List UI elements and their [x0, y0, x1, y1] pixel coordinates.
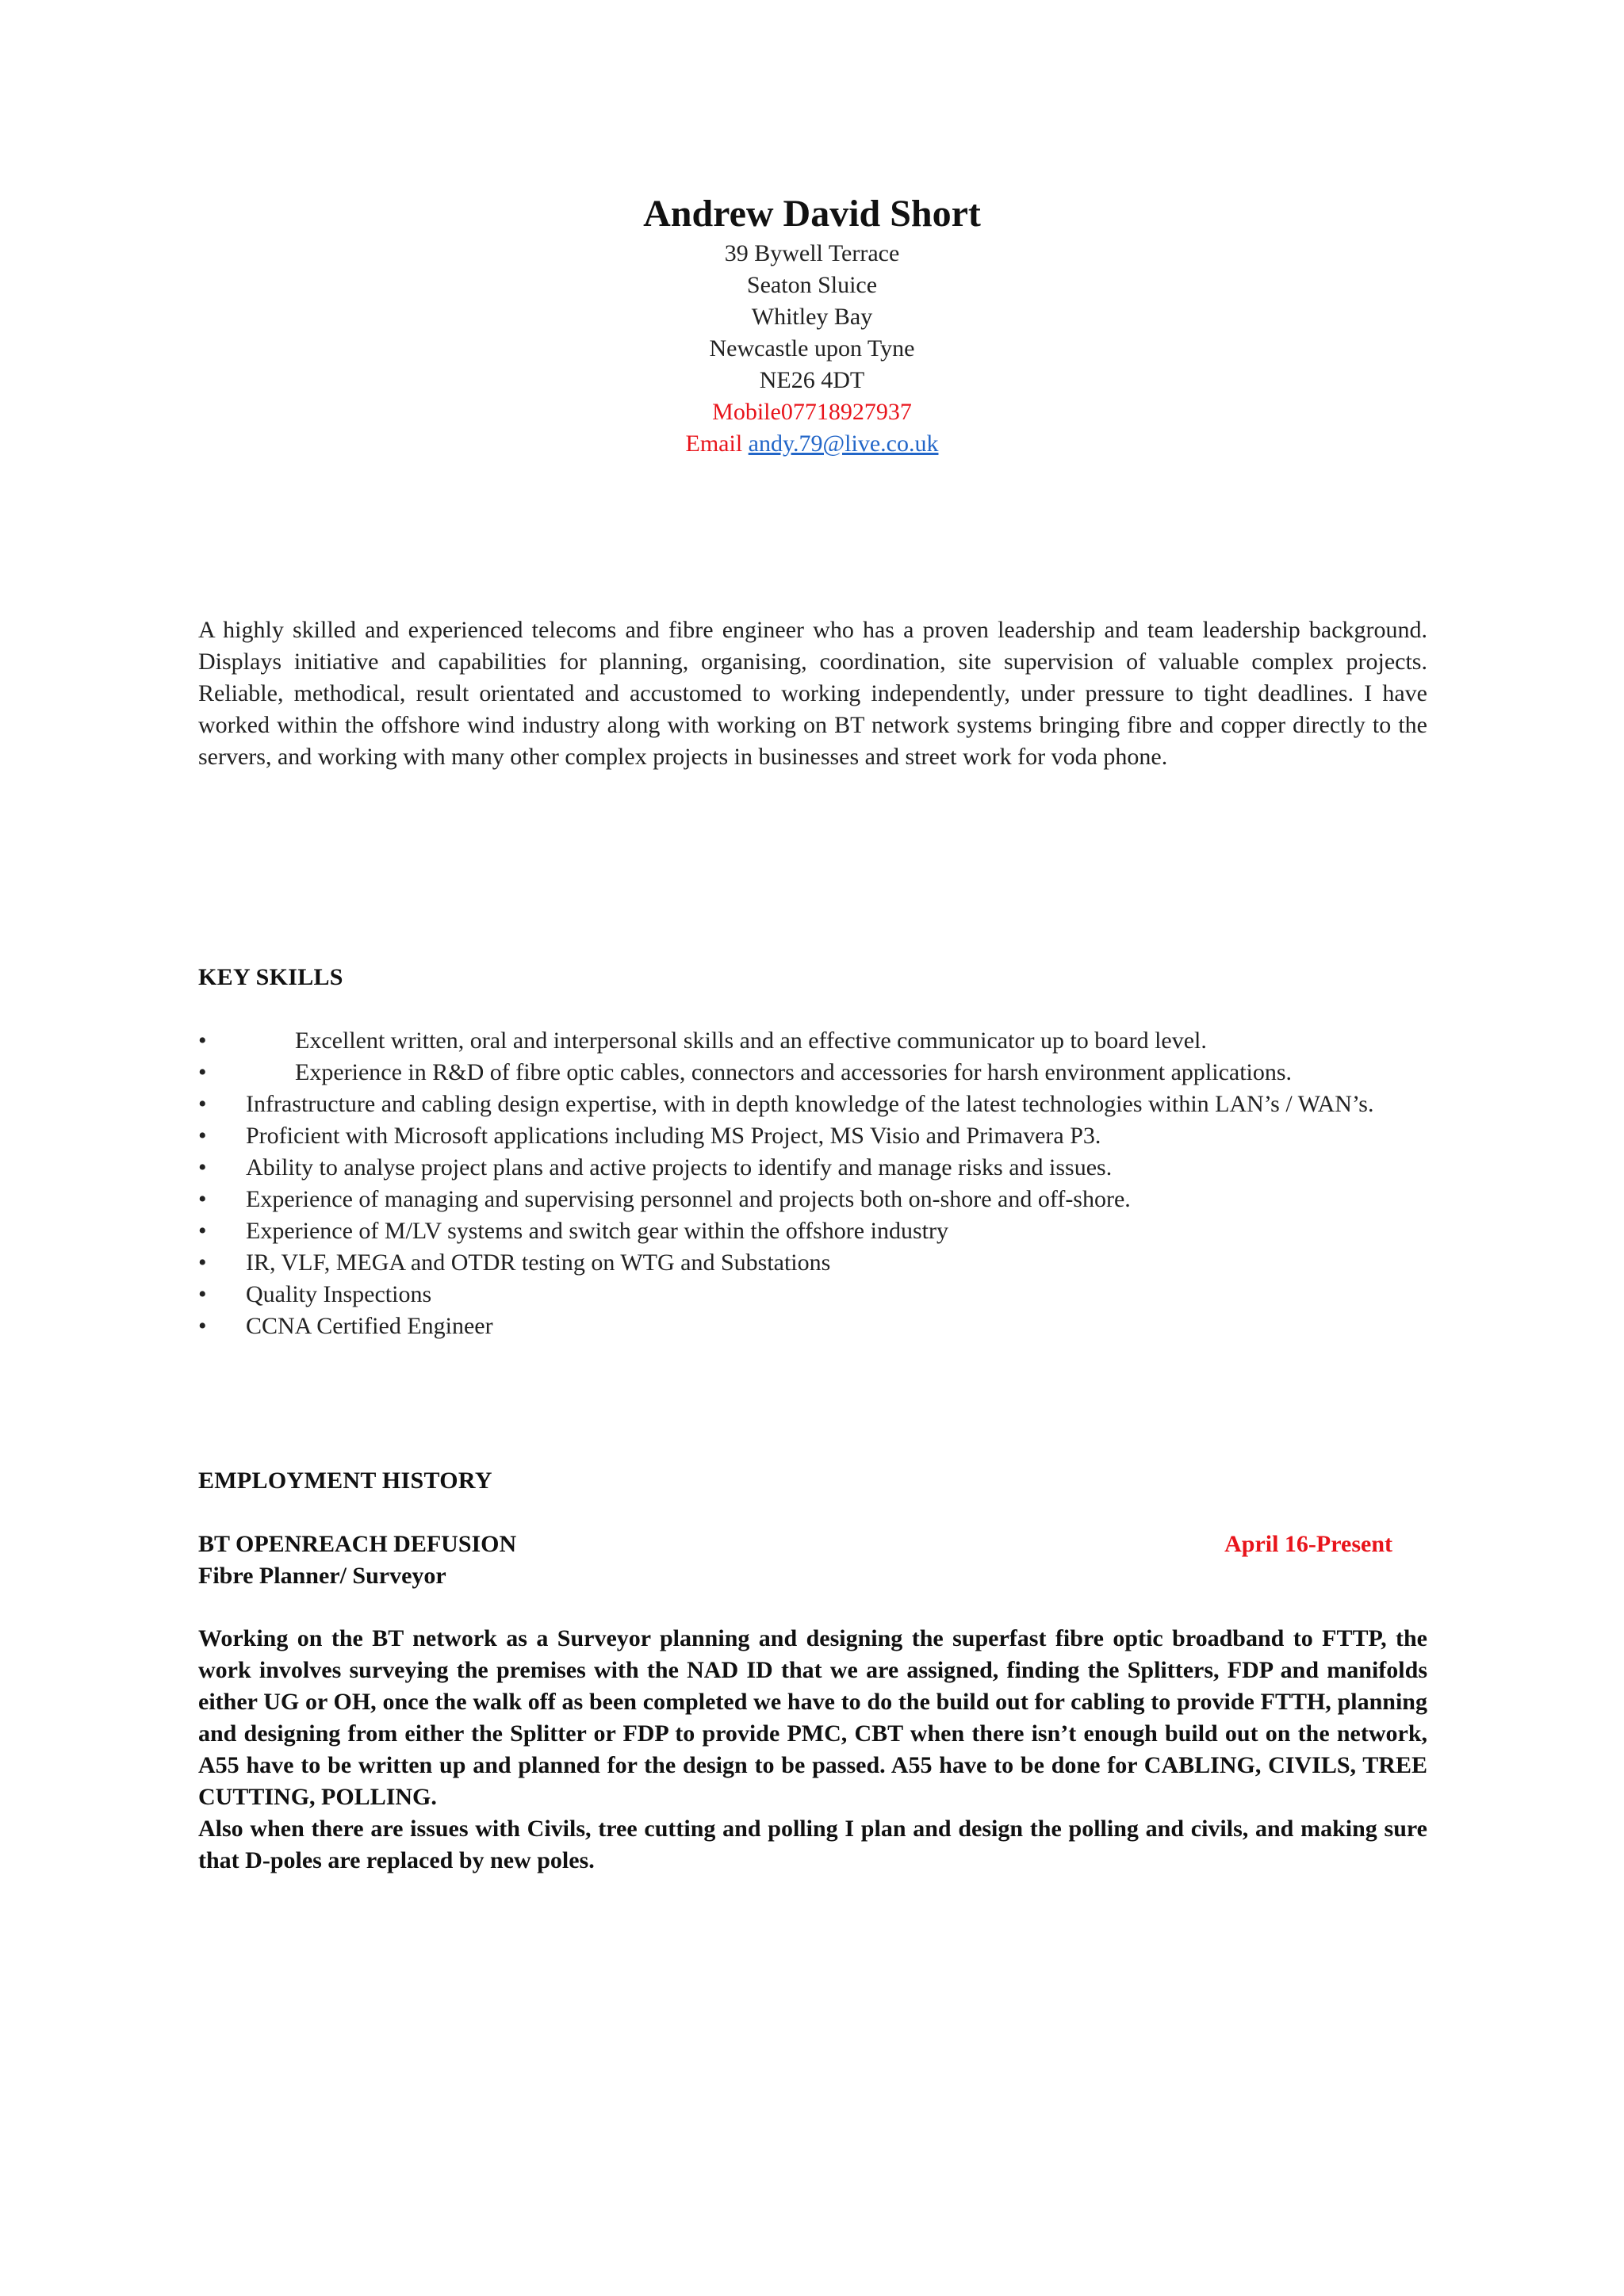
skill-item	[198, 1025, 1427, 1057]
bullet-marker: •	[198, 1091, 207, 1117]
skill-text: Ability to analyse project plans and active projects to identify and manage risks and issues.	[246, 1154, 1113, 1181]
job-role: Fibre Planner/ Surveyor	[198, 1563, 446, 1589]
cv-header	[0, 190, 1624, 460]
bullet-marker: •	[198, 1154, 207, 1181]
address-line-postcode: NE26 4DT	[759, 367, 865, 393]
skill-text: Experience in R&D of fibre optic cables, connectors and accessories for harsh environment applications.	[295, 1059, 1293, 1085]
skill-text: Experience of managing and supervising personnel and projects both on-shore and off-shore.	[246, 1186, 1131, 1212]
job-description-paragraph-2: Also when there are issues with Civils, tree cutting and polling I plan and design the polling and civils, and making sure that D-poles are replaced by new poles.	[198, 1816, 1427, 1873]
skill-item	[198, 1057, 1427, 1089]
bullet-marker: •	[198, 1249, 207, 1276]
skill-text: Excellent written, oral and interpersonal skills and an effective communicator up to board level.	[295, 1027, 1207, 1054]
bullet-marker: •	[198, 1059, 207, 1085]
bullet-marker: •	[198, 1281, 207, 1307]
bullet-marker: •	[198, 1123, 207, 1149]
address-line-street: 39 Bywell Terrace	[724, 240, 900, 266]
skill-item	[198, 1311, 1427, 1342]
bullet-marker: •	[198, 1186, 207, 1212]
key-skills-list	[198, 1025, 1427, 1342]
address-line-area: Seaton Sluice	[746, 272, 878, 298]
skill-item	[198, 1247, 1427, 1279]
skill-text: IR, VLF, MEGA and OTDR testing on WTG and Substations	[246, 1249, 831, 1276]
skill-item	[198, 1152, 1427, 1184]
bullet-marker: •	[198, 1218, 207, 1244]
skill-item	[198, 1120, 1427, 1152]
address-line-town: Whitley Bay	[751, 304, 873, 330]
skill-text: Infrastructure and cabling design expertise, with in depth knowledge of the latest technologies within LAN’s / WAN’s.	[246, 1091, 1374, 1117]
skill-text: CCNA Certified Engineer	[246, 1313, 493, 1339]
skill-text: Experience of M/LV systems and switch gear within the offshore industry	[246, 1218, 948, 1244]
email-link[interactable]: andy.79@live.co.uk	[748, 430, 939, 457]
job-description-paragraph: Working on the BT network as a Surveyor planning and designing the superfast fibre optic broadband to FTTP, the work involves surveying the premises with the NAD ID that we are assigned, finding the Splitters, FDP and manifolds either UG or OH, once the walk off as been completed we have to do the build out for cabling to provide FTTH, planning and designing from either the Splitter or FDP to provide PMC, CBT when there isn’t enough build out on the network, A55 have to be written up and planned for the design to be passed. A55 have to be done for CABLING, CIVILS, TREE CUTTING, POLLING.	[198, 1625, 1427, 1810]
bullet-marker: •	[198, 1313, 207, 1339]
skill-item	[198, 1279, 1427, 1311]
bullet-marker: •	[198, 1027, 207, 1054]
employer-name: BT OPENREACH DEFUSION	[198, 1531, 517, 1557]
email-line	[0, 428, 1624, 460]
candidate-name: Andrew David Short	[643, 193, 981, 235]
job-dates: April 16-Present	[1224, 1531, 1392, 1557]
skill-item	[198, 1089, 1427, 1120]
key-skills-heading: KEY SKILLS	[198, 964, 343, 990]
skill-item	[198, 1184, 1427, 1215]
skill-text: Quality Inspections	[246, 1281, 432, 1307]
skill-item	[198, 1215, 1427, 1247]
job-header	[198, 1529, 1392, 1560]
employment-history-heading: EMPLOYMENT HISTORY	[198, 1468, 492, 1494]
profile-summary: A highly skilled and experienced telecoms and fibre engineer who has a proven leadership and team leadership background. Displays initiative and capabilities for planning, organising, coordination, site supervision of valuable complex projects. Reliable, methodical, result orientated and accustomed to working independently, under pressure to tight deadlines. I have worked within the offshore wind industry along with working on BT network systems bringing fibre and copper directly to the servers, and working with many other complex projects in businesses and street work for voda phone.	[198, 617, 1427, 770]
job-description	[198, 1623, 1427, 1877]
email-label: Email	[685, 430, 743, 457]
skill-text: Proficient with Microsoft applications including MS Project, MS Visio and Primavera P3.	[246, 1123, 1101, 1149]
address-line-city: Newcastle upon Tyne	[709, 335, 915, 362]
mobile-number: Mobile07718927937	[712, 399, 912, 425]
